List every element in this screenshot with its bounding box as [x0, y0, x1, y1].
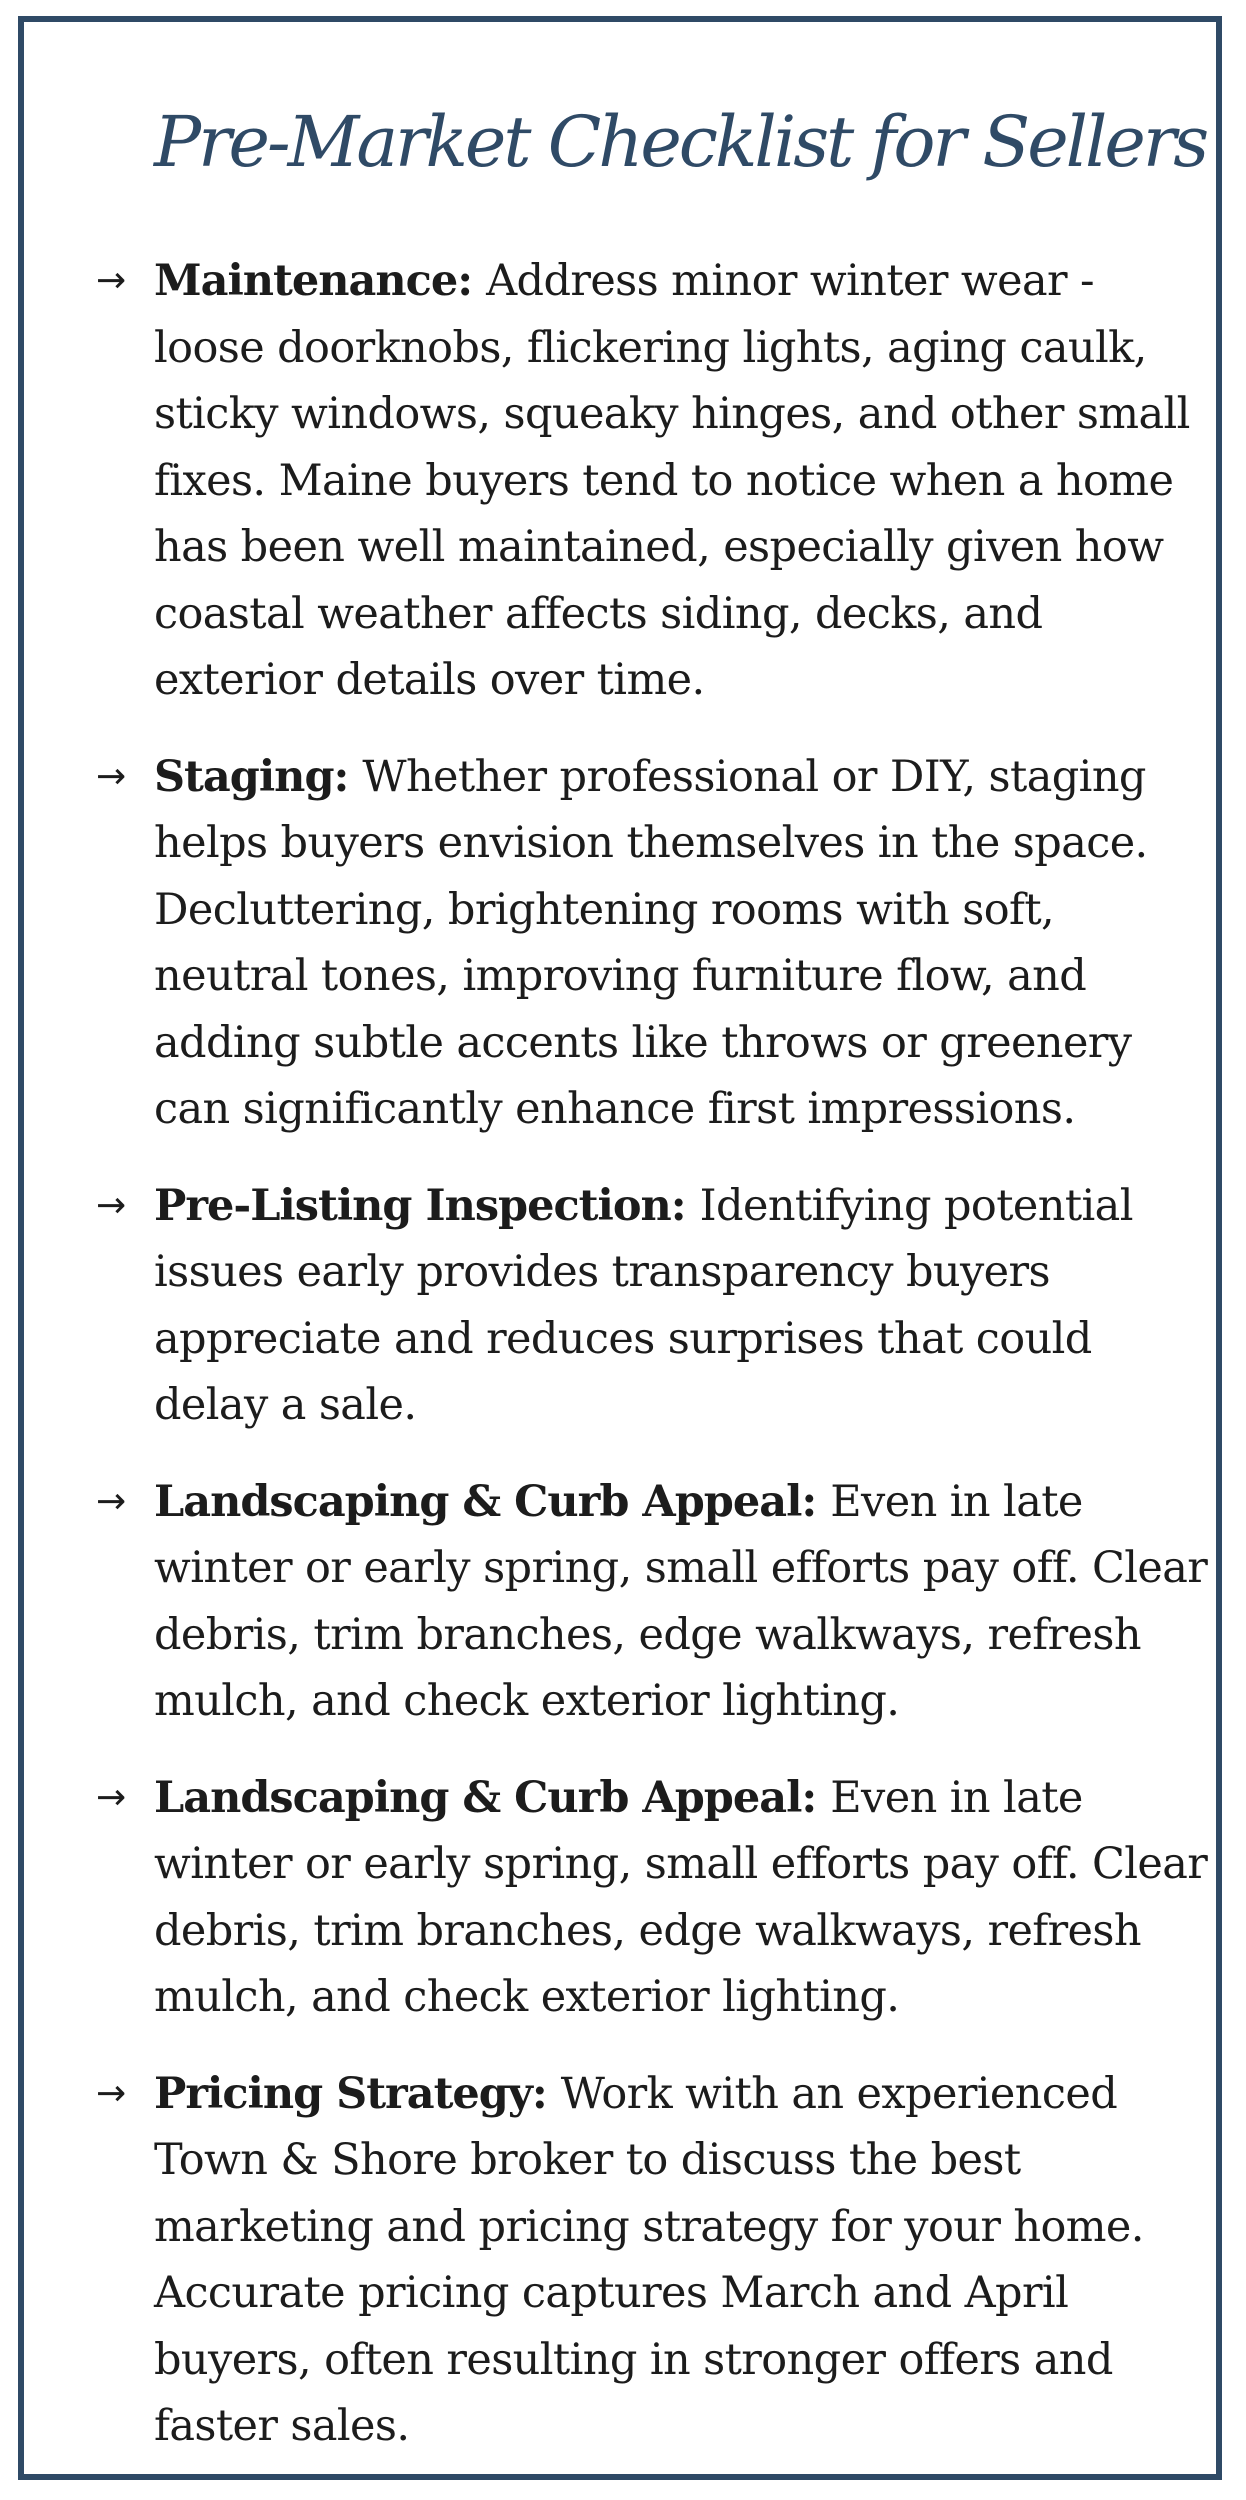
right-arrow-icon: → [96, 755, 126, 797]
item-text: Even in late winter or early spring, small efforts pay off. Clear debris, trim branches, edge walkways, refresh mulch, and check exterior lighting. [154, 1772, 1208, 2022]
item-text: Address minor winter wear - loose doorknobs, flickering lights, aging caulk, sticky windows, squeaky hinges, and other small fixes. Maine buyers tend to notice when a home has been well maintained, especially given how coastal weather affects siding, decks, and exterior details over time. [154, 256, 1190, 705]
item-heading: Pre-Listing Inspection: [154, 1180, 700, 1231]
checklist-item-pricing-strategy [96, 2061, 1216, 2460]
checklist-item-pre-listing-inspection [96, 1173, 1216, 1439]
checklist-card [18, 16, 1222, 2480]
right-arrow-icon: → [96, 1184, 126, 1226]
item-heading: Maintenance: [154, 256, 487, 306]
checklist-item-landscaping [96, 1469, 1216, 1735]
item-heading: Landscaping & Curb Appeal: [154, 1772, 831, 1823]
checklist [96, 248, 1216, 2460]
checklist-item-landscaping-repeat [96, 1765, 1216, 2031]
item-text: Even in late winter or early spring, small efforts pay off. Clear debris, trim branches, edge walkways, refresh mulch, and check exterior lighting. [154, 1476, 1208, 1726]
right-arrow-icon: → [96, 1776, 126, 1818]
right-arrow-icon: → [96, 260, 126, 301]
item-heading: Pricing Strategy: [154, 2068, 561, 2119]
page-title: Pre-Market Checklist for Sellers [154, 101, 1207, 183]
right-arrow-icon: → [96, 1480, 126, 1522]
item-heading: Landscaping & Curb Appeal: [154, 1476, 831, 1527]
item-text: Whether professional or DIY, staging helps buyers envision themselves in the space. Decluttering, brightening rooms with soft, neutral tones, improving furniture flow, and adding subtle accents like throws or greenery can significantly enhance first impressions. [154, 751, 1148, 1134]
checklist-item-staging [96, 744, 1216, 1143]
item-text: Identifying potential issues early provides transparency buyers appreciate and reduces surprises that could delay a sale. [154, 1180, 1133, 1430]
checklist-item-maintenance [96, 248, 1216, 714]
item-heading: Staging: [154, 751, 363, 802]
right-arrow-icon: → [96, 2072, 126, 2114]
item-text: Work with an experienced Town & Shore broker to discuss the best marketing and pricing strategy for your home. Accurate pricing captures March and April buyers, often resulting in stronger offers and faster sales. [154, 2068, 1144, 2451]
